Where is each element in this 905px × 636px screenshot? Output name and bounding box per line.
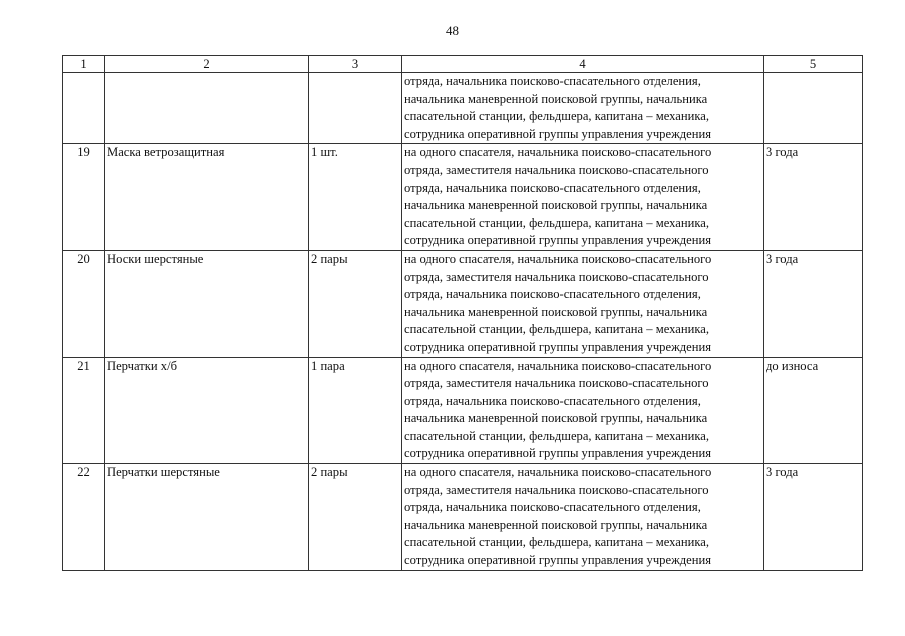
description-line: спасательной станции, фельдшера, капитана – механика, bbox=[404, 428, 709, 443]
item-term: 3 года bbox=[764, 250, 863, 357]
item-quantity: 2 пары bbox=[309, 464, 402, 571]
description-line: на одного спасателя, начальника поисково-спасательного bbox=[404, 358, 712, 373]
empty-cell bbox=[309, 73, 402, 144]
description-line: начальника маневренной поисковой группы, начальника bbox=[404, 198, 708, 213]
column-header-5: 5 bbox=[764, 56, 863, 73]
equipment-table bbox=[62, 55, 863, 571]
empty-cell bbox=[63, 73, 105, 144]
description-line: отряда, заместителя начальника поисково-спасательного bbox=[404, 482, 709, 497]
row-number: 20 bbox=[63, 250, 105, 357]
table-row bbox=[63, 464, 863, 571]
item-recipients bbox=[402, 464, 764, 571]
description-line: отряда, начальника поисково-спасательного отделения, bbox=[404, 393, 701, 408]
header-row bbox=[63, 56, 863, 73]
description-line: начальника маневренной поисковой группы, начальника bbox=[404, 517, 708, 532]
item-quantity: 1 пара bbox=[309, 357, 402, 464]
table-row bbox=[63, 144, 863, 251]
description-line: отряда, начальника поисково-спасательного отделения, bbox=[404, 500, 701, 515]
description-line: сотрудника оперативной группы управления учреждения bbox=[404, 126, 712, 141]
description-line: отряда, заместителя начальника поисково-спасательного bbox=[404, 269, 709, 284]
item-term: 3 года bbox=[764, 464, 863, 571]
description-line: отряда, заместителя начальника поисково-спасательного bbox=[404, 376, 709, 391]
item-recipients bbox=[402, 250, 764, 357]
table-row bbox=[63, 357, 863, 464]
item-recipients bbox=[402, 357, 764, 464]
item-name: Перчатки х/б bbox=[105, 357, 309, 464]
description-line: сотрудника оперативной группы управления учреждения bbox=[404, 339, 712, 354]
item-name: Носки шерстяные bbox=[105, 250, 309, 357]
item-recipients bbox=[402, 144, 764, 251]
description-line: отряда, заместителя начальника поисково-спасательного bbox=[404, 162, 709, 177]
description-line: спасательной станции, фельдшера, капитана – механика, bbox=[404, 109, 709, 124]
continuation-row bbox=[63, 73, 863, 144]
item-name: Маска ветрозащитная bbox=[105, 144, 309, 251]
description-line: начальника маневренной поисковой группы, начальника bbox=[404, 304, 708, 319]
continuation-description bbox=[402, 73, 764, 144]
column-header-2: 2 bbox=[105, 56, 309, 73]
page-number: 48 bbox=[446, 23, 459, 38]
row-number: 19 bbox=[63, 144, 105, 251]
description-line: отряда, начальника поисково-спасательного отделения, bbox=[404, 180, 701, 195]
description-line: отряда, начальника поисково-спасательного отделения, bbox=[404, 74, 701, 88]
description-line: сотрудника оперативной группы управления учреждения bbox=[404, 233, 712, 248]
row-number: 22 bbox=[63, 464, 105, 571]
description-line: на одного спасателя, начальника поисково-спасательного bbox=[404, 465, 712, 480]
description-line: начальника маневренной поисковой группы, начальника bbox=[404, 91, 708, 106]
description-line: сотрудника оперативной группы управления учреждения bbox=[404, 446, 712, 461]
description-line: спасательной станции, фельдшера, капитана – механика, bbox=[404, 535, 709, 550]
empty-cell bbox=[105, 73, 309, 144]
description-line: начальника маневренной поисковой группы, начальника bbox=[404, 411, 708, 426]
description-line: сотрудника оперативной группы управления учреждения bbox=[404, 553, 712, 568]
description-line: отряда, начальника поисково-спасательного отделения, bbox=[404, 287, 701, 302]
column-header-1: 1 bbox=[63, 56, 105, 73]
table-row bbox=[63, 250, 863, 357]
row-number: 21 bbox=[63, 357, 105, 464]
description-line: спасательной станции, фельдшера, капитана – механика, bbox=[404, 322, 709, 337]
empty-cell bbox=[764, 73, 863, 144]
item-term: до износа bbox=[764, 357, 863, 464]
item-name: Перчатки шерстяные bbox=[105, 464, 309, 571]
item-term: 3 года bbox=[764, 144, 863, 251]
item-quantity: 1 шт. bbox=[309, 144, 402, 251]
column-header-3: 3 bbox=[309, 56, 402, 73]
item-quantity: 2 пары bbox=[309, 250, 402, 357]
description-line: на одного спасателя, начальника поисково-спасательного bbox=[404, 145, 712, 160]
description-line: на одного спасателя, начальника поисково-спасательного bbox=[404, 251, 712, 266]
column-header-4: 4 bbox=[402, 56, 764, 73]
description-line: спасательной станции, фельдшера, капитана – механика, bbox=[404, 215, 709, 230]
